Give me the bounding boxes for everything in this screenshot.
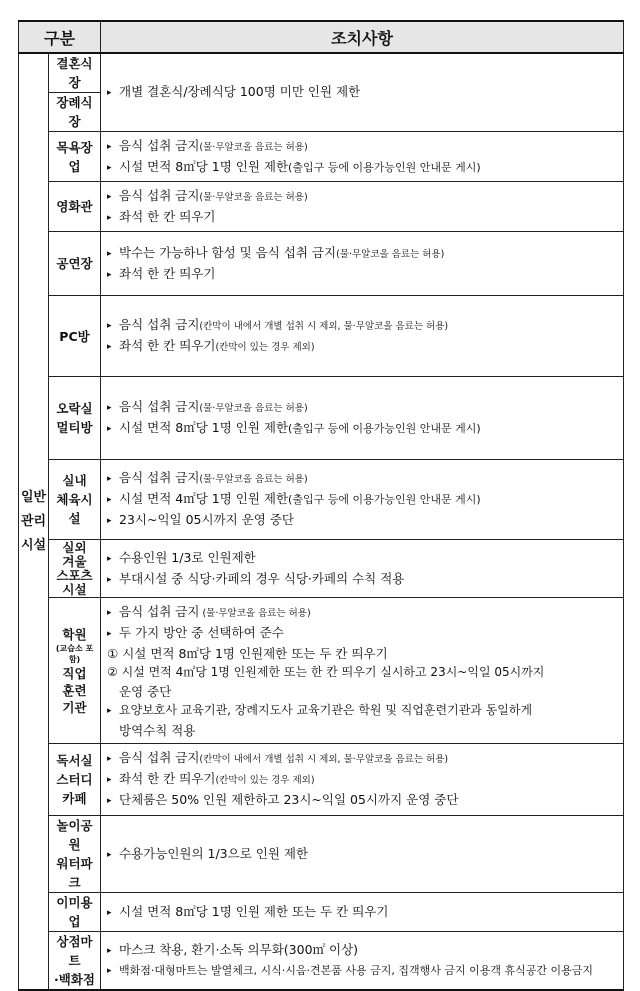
measures-academy: ▸ 음식 섭취 금지 (물·무알코올 음료는 허용) ▸ 두 가지 방안 중 선택하여 준수 ① 시설 면적 8㎡당 1명 인원제한 또는 두 칸 띄우기 ② 시설 면적 4㎡당 1명 인원제한 또는 한 칸 띄우기 실시하고 23시~익일 05시까지 운영 중단 ▸ 요양보호사 교육기관, 장례지도사 교육기관은 학원 및 직업훈련기관과 동일하게 방역수칙 적용 (101, 598, 624, 744)
facility-winter-sports: 실외 겨울 스포츠 시설 (49, 540, 101, 598)
facility-theater: 공연장 (49, 232, 101, 296)
facility-arcade: 오락실 멀티방 (49, 377, 101, 460)
facility-bathhouse: 목욕장업 (49, 132, 101, 182)
bullet-icon: ▸ (107, 88, 112, 98)
facility-cinema: 영화관 (49, 182, 101, 232)
facility-wedding-hall: 결혼식장 (49, 53, 101, 93)
table-row (19, 893, 624, 932)
table-row (19, 182, 624, 232)
header-category: 구분 (19, 21, 101, 53)
table-row (19, 232, 624, 296)
table-header (19, 21, 624, 53)
table-row (19, 460, 624, 540)
table-row (19, 816, 624, 893)
category-general-facilities: 일반 관리 시설 (19, 53, 49, 990)
measures-beauty-salon: ▸ 시설 면적 8㎡당 1명 인원 제한 또는 두 칸 띄우기 (101, 893, 624, 932)
measures-cinema: ▸ 음식 섭취 금지(물·무알코올 음료는 허용) ▸ 좌석 한 칸 띄우기 (101, 182, 624, 232)
measures-indoor-sports: ▸ 음식 섭취 금지(물·무알코올 음료는 허용) ▸ 시설 면적 4㎡당 1명 인원 제한(출입구 등에 이용가능인원 안내문 게시) ▸ 23시~익일 05시까지 운영 중단 (101, 460, 624, 540)
measures-winter-sports: ▸ 수용인원 1/3로 인원제한 ▸ 부대시설 중 식당·카페의 경우 식당·카페의 수칙 적용 (101, 540, 624, 598)
facility-indoor-sports: 실내 체육시설 (49, 460, 101, 540)
table-row (19, 377, 624, 460)
facility-beauty-salon: 이미용업 (49, 893, 101, 932)
facility-study-cafe: 독서실 스터디 카페 (49, 744, 101, 816)
facility-pc-room: PC방 (49, 296, 101, 377)
measures-amusement-park: ▸ 수용가능인원의 1/3으로 인원 제한 (101, 816, 624, 893)
table-row (19, 744, 624, 816)
measures-wedding: ▸ 개별 결혼식/장례식당 100명 미만 인원 제한 (101, 53, 624, 132)
facility-mart: 상점마트 ·백화점 (49, 932, 101, 991)
table-row (19, 598, 624, 744)
header-measures: 조치사항 (101, 21, 624, 53)
measures-mart: ▸ 마스크 착용, 환기·소독 의무화(300㎡ 이상) ▸ 백화점·대형마트는 발열체크, 시식·시음·견본품 사용 금지, 집객행사 금지 이용객 휴식공간 이용금지 (101, 932, 624, 991)
table-row (19, 540, 624, 598)
measures-theater: ▸ 박수는 가능하나 함성 및 음식 섭취 금지(물·무알코올 음료는 허용) ▸ 좌석 한 칸 띄우기 (101, 232, 624, 296)
facility-amusement-park: 놀이공원 워터파크 (49, 816, 101, 893)
table-row (19, 932, 624, 991)
facility-academy: 학원 (교습소 포함) 직업 훈련 기관 (49, 598, 101, 744)
table-row (19, 132, 624, 182)
measures-pc-room: ▸ 음식 섭취 금지(칸막이 내에서 개별 섭취 시 제외, 물·무알코올 음료는 허용) ▸ 좌석 한 칸 띄우기(칸막이 있는 경우 제외) (101, 296, 624, 377)
table-row (19, 296, 624, 377)
facility-funeral-hall: 장례식장 (49, 93, 101, 132)
measures-arcade: ▸ 음식 섭취 금지(물·무알코올 음료는 허용) ▸ 시설 면적 8㎡당 1명 인원 제한(출입구 등에 이용가능인원 안내문 게시) (101, 377, 624, 460)
measures-bathhouse: ▸ 음식 섭취 금지(물·무알코올 음료는 허용) ▸ 시설 면적 8㎡당 1명 인원 제한(출입구 등에 이용가능인원 안내문 게시) (101, 132, 624, 182)
measures-study-cafe: ▸ 음식 섭취 금지(칸막이 내에서 개별 섭취 시 제외, 물·무알코올 음료는 허용) ▸ 좌석 한 칸 띄우기(칸막이 있는 경우 제외) ▸ 단체룸은 50% 인원 제한하고 23시~익일 05시까지 운영 중단 (101, 744, 624, 816)
measures-table (18, 20, 624, 991)
